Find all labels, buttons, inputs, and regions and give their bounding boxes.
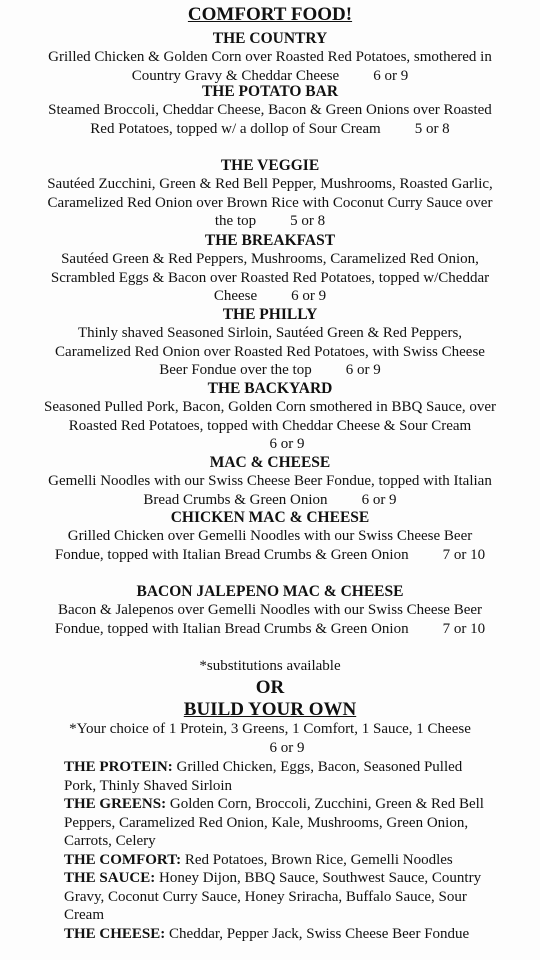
option-protein xyxy=(64,758,484,795)
option-text: Red Potatoes, Brown Rice, Gemelli Noodles xyxy=(184,852,453,868)
section-name: THE BACKYARD xyxy=(207,380,333,397)
section-price: 6 or 9 xyxy=(361,491,397,508)
option-text: Grilled Chicken, Eggs, Bacon, Seasoned Pulled Pork, Thinly Shaved Sirloin xyxy=(64,759,463,794)
option-greens xyxy=(64,795,484,851)
section-description: Grilled Chicken & Golden Corn over Roasted Red Potatoes, smothered in Country Gravy & Cheddar Cheese 6 or 9 xyxy=(48,49,492,84)
section-price: 6 or 9 xyxy=(345,362,381,379)
option-text: Cheddar, Pepper Jack, Swiss Cheese Beer Fondue xyxy=(169,926,470,942)
option-label: THE PROTEIN: xyxy=(64,759,173,775)
section-description: Sautéed Green & Red Peppers, Mushrooms, Caramelized Red Onion, Scrambled Eggs & Bacon over Roasted Red Potatoes, topped w/Cheddar Cheese 6 or 9 xyxy=(50,251,490,305)
section-name: THE PHILLY xyxy=(222,306,318,323)
section-price: 7 or 10 xyxy=(442,620,486,637)
section-name: THE POTATO BAR xyxy=(201,83,339,100)
section-price: 6 or 9 xyxy=(269,436,305,453)
substitutions-note: *substitutions available xyxy=(199,658,341,674)
option-text: Honey Dijon, BBQ Sauce, Southwest Sauce, Country Gravy, Coconut Curry Sauce, Honey Sriracha, Buffalo Sauce, Sour Cream xyxy=(64,870,482,924)
section-description: Steamed Broccoli, Cheddar Cheese, Bacon & Green Onions over Roasted Red Potatoes, topped w/ a dollop of Sour Cream 5 or 8 xyxy=(48,102,492,137)
section-name: THE BREAKFAST xyxy=(204,232,336,249)
option-text: Golden Corn, Broccoli, Zucchini, Green & Red Bell Peppers, Caramelized Red Onion, Kale, Mushrooms, Green Onion, Carrots, Celery xyxy=(64,796,484,850)
section-price: 6 or 9 xyxy=(291,288,327,305)
menu-section-bacon-jalepeno-mac xyxy=(0,582,540,638)
option-cheese xyxy=(64,925,484,944)
section-price: 7 or 10 xyxy=(442,546,486,563)
section-name: THE COUNTRY xyxy=(212,30,328,47)
section-name: BACON JALEPENO MAC & CHEESE xyxy=(136,583,404,600)
section-description: Bacon & Jalepenos over Gemelli Noodles with our Swiss Cheese Beer Fondue, topped with Italian Bread Crumbs & Green Onion 7 or 10 xyxy=(54,602,486,637)
menu-section-philly xyxy=(0,305,540,380)
section-description: Thinly shaved Seasoned Sirloin, Sautéed Green & Red Peppers, Caramelized Red Onion over Roasted Red Potatoes, with Swiss Cheese Beer Fondue over the top 6 or 9 xyxy=(55,325,485,379)
build-your-own-intro: *Your choice of 1 Protein, 3 Greens, 1 Comfort, 1 Sauce, 1 Cheese6 or 9 xyxy=(69,721,471,756)
section-description: Gemelli Noodles with our Swiss Cheese Beer Fondue, topped with Italian Bread Crumbs & Green Onion 6 or 9 xyxy=(48,473,492,508)
option-sauce xyxy=(64,869,484,925)
section-name: CHICKEN MAC & CHEESE xyxy=(170,509,370,526)
option-label: THE SAUCE: xyxy=(64,870,156,886)
section-name: THE VEGGIE xyxy=(220,157,320,174)
section-description: Seasoned Pulled Pork, Bacon, Golden Corn smothered in BBQ Sauce, over Roasted Red Potatoes, topped with Cheddar Cheese & Sour Cream6 or 9 xyxy=(44,399,497,453)
section-price: 5 or 8 xyxy=(290,213,326,230)
section-price: 6 or 9 xyxy=(373,67,409,84)
option-comfort xyxy=(64,851,484,870)
menu-section-breakfast xyxy=(0,231,540,306)
option-label: THE GREENS: xyxy=(64,796,167,812)
section-price: 5 or 8 xyxy=(414,120,450,137)
section-description: Sautéed Zucchini, Green & Red Bell Pepper, Mushrooms, Roasted Garlic, Caramelized Red Onion over Brown Rice with Coconut Curry Sauce over the top 5 or 8 xyxy=(47,176,493,230)
menu-section-chicken-mac xyxy=(0,508,540,564)
menu-section-potato-bar xyxy=(0,82,540,138)
menu-title: COMFORT FOOD! xyxy=(187,4,353,25)
or-divider: OR xyxy=(255,677,285,698)
menu-section-country xyxy=(0,29,540,85)
menu-section-backyard xyxy=(0,379,540,454)
build-your-own-price: 6 or 9 xyxy=(269,739,305,756)
option-label: THE CHEESE: xyxy=(64,926,166,942)
build-your-own-title: BUILD YOUR OWN xyxy=(183,699,357,720)
menu-section-veggie xyxy=(0,156,540,231)
option-label: THE COMFORT: xyxy=(64,852,182,868)
menu-section-mac-cheese xyxy=(0,453,540,509)
section-description: Grilled Chicken over Gemelli Noodles with our Swiss Cheese Beer Fondue, topped with Italian Bread Crumbs & Green Onion 7 or 10 xyxy=(54,528,486,563)
section-name: MAC & CHEESE xyxy=(209,454,331,471)
